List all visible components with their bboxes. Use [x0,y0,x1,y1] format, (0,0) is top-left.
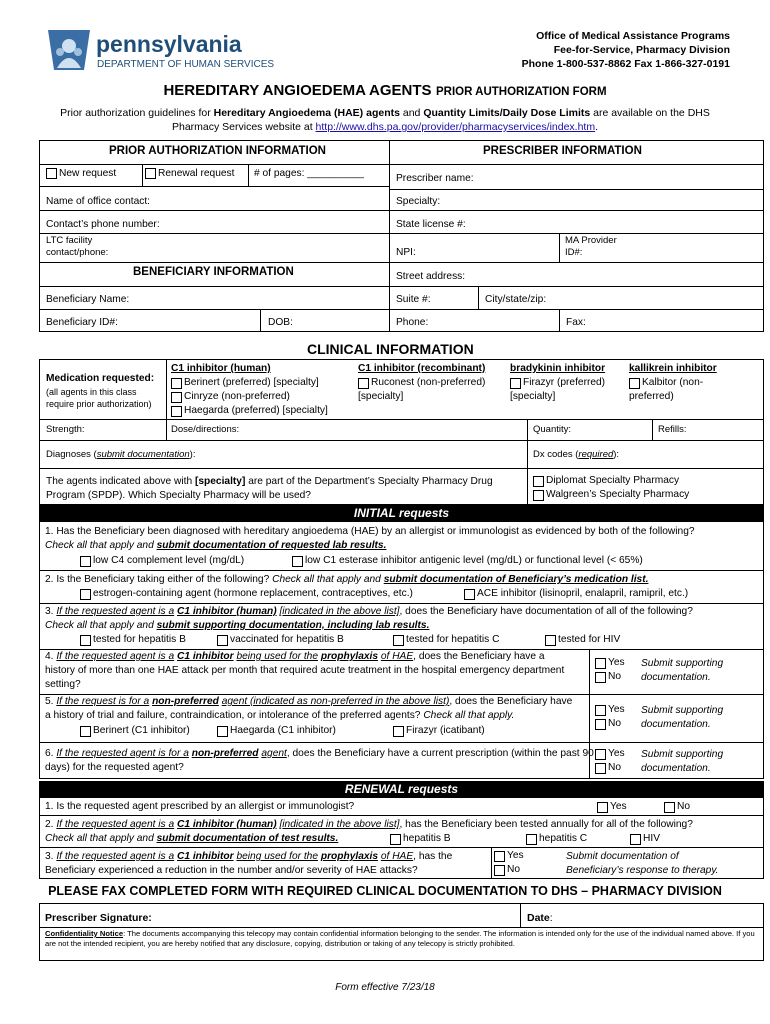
ace-inhibitor-label: ACE inhibitor (lisinopril, enalapril, ramipril, etc.) [477,588,689,599]
dose-directions-field[interactable]: Dose/directions: [171,424,240,435]
q5-condition: agent (indicated as non-preferred in the above list) [221,696,450,707]
suite-field[interactable]: Suite #: [396,294,431,305]
diplomat-label: Diplomat Specialty Pharmacy [546,475,680,486]
rq3-text: 3. [45,851,54,862]
dx-codes-note: required [578,449,614,460]
q5-note: Check all that apply. [423,710,515,721]
rq2-condition: [indicated in the above list] [279,819,400,830]
intro-line-1 [0,107,770,119]
kallikrein-heading: kallikrein inhibitor [629,363,717,374]
q3-agent: C1 inhibitor (human) [177,606,277,617]
medication-note-2: require prior authorization) [46,399,152,409]
spdp-text: are part of the Department’s Specialty Pharmacy Drug [248,476,493,487]
q1-note-emphasis: submit documentation of requested lab results. [156,540,387,551]
renewal-q3-no-label: No [507,864,521,875]
q3-text: 3. [45,606,54,617]
renewal-q1-yes-label: Yes [610,801,627,812]
renewal-q2 [45,819,693,831]
ma-provider-field[interactable]: ID#: [565,247,583,258]
rq2-note-emphasis: submit documentation of test results. [156,833,339,844]
office-name: Office of Medical Assistance Programs [536,30,730,42]
renewal-q3-no-checkbox[interactable] [494,865,505,876]
low-c1-esterase-checkbox[interactable] [292,556,303,567]
ma-provider-label-1: MA Provider [565,235,617,246]
kalbitor-label: Kalbitor (non- [642,377,704,388]
diagnoses-note: submit documentation [96,449,190,460]
renewal-q3-submit-2: Beneficiary’s response to therapy. [566,865,719,876]
low-c1-esterase-label: low C1 esterase inhibitor antigenic level (mg/dL) or functional level (< 65%) [305,555,643,566]
q1-note-text: Check all that apply and [45,540,154,551]
date-field[interactable] [527,912,553,924]
q5-firazyr-checkbox[interactable] [393,726,404,737]
rq3-condition: of HAE [380,851,414,862]
q4-text: , does the Beneficiary have a [413,651,545,662]
q4-no-label: No [608,671,622,682]
intro-text: . [595,121,599,133]
confidentiality-notice [45,929,760,949]
city-state-zip-field[interactable]: City/state/zip: [485,294,547,305]
new-request-label: New request [59,168,117,179]
renewal-q3-yes-label: Yes [507,850,524,861]
estrogen-checkbox[interactable] [80,589,91,600]
intro-text: Pharmacy Services website at [171,121,313,133]
intro-hae-agents: Hereditary Angioedema (HAE) agents [213,107,400,119]
rq3-condition: If the requested agent is a [56,851,175,862]
q3-condition: If the requested agent is a [56,606,175,617]
q6-text: , does the Beneficiary have a current prescription (within the past 90 [286,748,594,759]
initial-q6 [45,748,594,760]
q4-prophylaxis: prophylaxis [320,651,379,662]
q5-text: , does the Beneficiary have [449,696,573,707]
initial-q5-line2 [45,710,514,722]
q5-yes-label: Yes [608,704,625,715]
q5-text: 5. [45,696,54,707]
prescriber-signature-field[interactable]: Prescriber Signature: [45,912,152,924]
q6-no-checkbox[interactable] [595,763,606,774]
ruconest-specialty: [specialty] [358,391,404,402]
firazyr-specialty: [specialty] [510,391,556,402]
q2-note: Check all that apply and [272,574,381,585]
q6-condition: If the requested agent is for a [56,748,189,759]
q4-submit-1: Submit supporting [641,658,724,669]
renewal-hiv-label: HIV [643,833,660,844]
contact-phone-fax: Phone 1-800-537-8862 Fax 1-866-327-0191 [521,58,730,70]
renewal-hep-c-checkbox[interactable] [526,834,537,845]
haegarda-checkbox[interactable] [171,406,182,417]
q5-text: a history of trial and failure, contraindication, or intolerance of the preferred agents? [45,710,421,721]
dx-codes-label: Dx codes ( [533,449,579,460]
q6-yes-checkbox[interactable] [595,749,606,760]
q4-condition: If the requested agent is a [56,651,175,662]
npi-field[interactable]: NPI: [396,247,416,258]
low-c4-label: low C4 complement level (mg/dL) [93,555,245,566]
initial-q3 [45,606,693,618]
intro-quantity-limits: Quantity Limits/Daily Dose Limits [423,107,591,119]
logo-text: pennsylvania [96,31,242,57]
rq2-note-text: Check all that apply and [45,833,154,844]
intro-line-2 [0,121,770,133]
q5-firazyr-label: Firazyr (icatibant) [406,725,485,736]
q4-yes-label: Yes [608,657,625,668]
firazyr-checkbox[interactable] [510,378,521,389]
division-name: Fee-for-Service, Pharmacy Division [553,44,730,56]
ltc-label-1: LTC facility [46,235,93,246]
q4-condition: being used for the [236,651,318,662]
ruconest-checkbox[interactable] [358,378,369,389]
initial-q1: 1. Has the Beneficiary been diagnosed with hereditary angioedema (HAE) by an allergist or immunologist as evidenced by both of the following? [45,526,695,537]
renewal-q3-line2: Beneficiary experienced a reduction in the number and/or severity of HAE attacks? [45,865,418,876]
tested-hep-c-label: tested for hepatitis C [406,634,500,645]
vaccinated-hep-b-checkbox[interactable] [217,635,228,646]
prescriber-phone-field[interactable]: Phone: [396,317,429,328]
prescriber-name-field[interactable]: Prescriber name: [396,173,474,184]
rq2-text: 2. [45,819,54,830]
dhs-website-link[interactable]: http://www.dhs.pa.gov/provider/pharmacyservices/index.htm [315,121,596,133]
beneficiary-name-field[interactable]: Beneficiary Name: [46,294,130,305]
q5-berinert-checkbox[interactable] [80,726,91,737]
initial-requests-banner: INITIAL requests [39,505,764,522]
q2-emphasis: submit documentation of Beneficiary’s medication list. [383,574,649,585]
prescriber-fax-field[interactable]: Fax: [566,317,586,328]
ruconest-label: Ruconest (non-preferred) [371,377,486,388]
dx-codes-label: ): [613,449,620,460]
dx-codes-field[interactable] [533,449,619,461]
renewal-request-label: Renewal request [158,168,235,179]
renewal-q1-yes-checkbox[interactable] [597,802,608,813]
q6-text: 6. [45,748,54,759]
date-colon: : [549,912,553,924]
specialty-field[interactable]: Specialty: [396,196,441,207]
logo-subtext: DEPARTMENT OF HUMAN SERVICES [97,59,275,70]
form-title-main: HEREDITARY ANGIOEDEMA AGENTS [163,82,432,99]
initial-q4-line3: setting? [45,679,81,690]
q4-yes-checkbox[interactable] [595,658,606,669]
q3-condition: [indicated in the above list] [279,606,400,617]
q4-submit-2: documentation. [641,672,711,683]
rq3-text: , has the [413,851,453,862]
renewal-hep-b-label: hepatitis B [403,833,451,844]
q4-condition: of HAE [380,651,414,662]
berinert-checkbox[interactable] [171,378,182,389]
q5-submit-1: Submit supporting [641,705,724,716]
q6-condition: agent [261,748,287,759]
diagnoses-field[interactable] [46,449,195,461]
c1-recombinant-heading: C1 inhibitor (recombinant) [358,363,486,374]
tested-hiv-label: tested for HIV [558,634,621,645]
diagnoses-label: ): [189,449,196,460]
medication-requested-label: Medication requested: [46,373,155,384]
q3-text: , does the Beneficiary have documentation of all of the following? [399,606,693,617]
rq2-text: , has the Beneficiary been tested annually for all of the following? [399,819,693,830]
state-license-field[interactable]: State license #: [396,219,466,230]
renewal-q1-no-label: No [677,801,691,812]
initial-q5 [45,696,572,708]
kalbitor-checkbox[interactable] [629,378,640,389]
q6-no-label: No [608,762,622,773]
spdp-text: The agents indicated above with [46,476,193,487]
q5-berinert-label: Berinert (C1 inhibitor) [93,725,190,736]
renewal-hep-b-checkbox[interactable] [390,834,401,845]
intro-text: Prior authorization guidelines for [60,107,211,119]
intro-text: and [402,107,421,119]
fax-banner: PLEASE FAX COMPLETED FORM WITH REQUIRED CLINICAL DOCUMENTATION TO DHS – PHARMACY DIVISION [48,884,722,898]
dob-field[interactable]: DOB: [268,317,293,328]
q3-note-emphasis: submit supporting documentation, including lab results. [156,620,430,631]
tested-hep-b-label: tested for hepatitis B [93,634,186,645]
renewal-request-checkbox[interactable] [145,168,156,179]
rq3-prophylaxis: prophylaxis [320,851,379,862]
initial-q4-line2: history of more than one HAE attack per month that required acute treatment in the hospital emergency department [45,665,565,676]
diplomat-checkbox[interactable] [533,476,544,487]
tested-hiv-checkbox[interactable] [545,635,556,646]
q5-haegarda-checkbox[interactable] [217,726,228,737]
rq2-condition: If the requested agent is a [56,819,175,830]
vaccinated-hep-b-label: vaccinated for hepatitis B [230,634,344,645]
initial-q4 [45,651,545,663]
cinryze-checkbox[interactable] [171,392,182,403]
renewal-q1-no-checkbox[interactable] [664,802,675,813]
clinical-heading: CLINICAL INFORMATION [307,341,474,357]
berinert-label: Berinert (preferred) [specialty] [184,377,319,388]
q3-note-text: Check all that apply and [45,620,154,631]
q6-yes-label: Yes [608,748,625,759]
renewal-requests-banner: RENEWAL requests [39,781,764,798]
initial-q2 [45,574,648,586]
renewal-q1: 1. Is the requested agent prescribed by an allergist or immunologist? [45,801,355,812]
rq3-agent: C1 inhibitor [177,851,234,862]
ltc-label-2[interactable]: contact/phone: [46,247,109,258]
renewal-q2-note [45,833,338,845]
q5-condition: If the request is for a [56,696,150,707]
q5-yes-checkbox[interactable] [595,705,606,716]
beneficiary-info-heading: BENEFICIARY INFORMATION [133,266,294,278]
q4-text: 4. [45,651,54,662]
walgreens-label: Walgreen’s Specialty Pharmacy [546,489,690,500]
renewal-hiv-checkbox[interactable] [630,834,641,845]
date-label: Date [527,912,550,924]
pages-field[interactable]: # of pages: __________ [254,168,364,179]
form-title [0,82,770,100]
initial-q3-note [45,620,429,632]
rq3-condition: being used for the [236,851,318,862]
office-contact-field[interactable]: Name of office contact: [46,196,151,207]
beneficiary-id-field[interactable]: Beneficiary ID#: [46,317,118,328]
intro-text: are available on the DHS [593,107,710,119]
q5-submit-2: documentation. [641,719,711,730]
spdp-text-2: Program (SPDP). Which Specialty Pharmacy will be used? [46,490,311,501]
q5-no-checkbox[interactable] [595,719,606,730]
low-c4-checkbox[interactable] [80,556,91,567]
pa-info-heading: PRIOR AUTHORIZATION INFORMATION [109,145,326,157]
form-title-sub: PRIOR AUTHORIZATION FORM [435,86,607,98]
q5-non-preferred: non-preferred [152,696,219,707]
tested-hep-b-checkbox[interactable] [80,635,91,646]
kalbitor-label-2: preferred) [629,391,674,402]
q4-no-checkbox[interactable] [595,672,606,683]
keystone-icon [44,24,94,74]
street-address-field[interactable]: Street address: [396,271,466,282]
initial-q6-line2: days) for the requested agent? [45,762,184,773]
walgreens-checkbox[interactable] [533,490,544,501]
q4-agent: C1 inhibitor [177,651,234,662]
q6-submit-2: documentation. [641,763,711,774]
renewal-q3 [45,851,452,863]
q5-haegarda-label: Haegarda (C1 inhibitor) [230,725,336,736]
quantity-field[interactable]: Quantity: [533,424,572,435]
rq2-agent: C1 inhibitor (human) [177,819,277,830]
renewal-q3-submit-1: Submit documentation of [566,851,679,862]
refills-field[interactable]: Refills: [658,424,687,435]
c1-human-heading: C1 inhibitor (human) [171,363,271,374]
renewal-q3-yes-checkbox[interactable] [494,851,505,862]
q2-text: 2. Is the Beneficiary taking either of the following? [45,574,270,585]
haegarda-label: Haegarda (preferred) [specialty] [184,405,328,416]
cinryze-label: Cinryze (non-preferred) [184,391,290,402]
q5-no-label: No [608,718,622,729]
diagnoses-label: Diagnoses ( [46,449,97,460]
q6-submit-1: Submit supporting [641,749,724,760]
strength-field[interactable]: Strength: [46,424,85,435]
renewal-hep-c-label: hepatitis C [539,833,588,844]
initial-q1-note [45,540,386,552]
firazyr-label: Firazyr (preferred) [523,377,606,388]
tested-hep-c-checkbox[interactable] [393,635,404,646]
spdp-text-1 [46,476,493,488]
medication-note-1: (all agents in this class [46,387,137,397]
ace-inhibitor-checkbox[interactable] [464,589,475,600]
prescriber-info-heading: PRESCRIBER INFORMATION [483,145,642,157]
confidentiality-label: Confidentiality Notice [45,929,124,938]
contact-phone-field[interactable]: Contact’s phone number: [46,219,160,230]
estrogen-label: estrogen-containing agent (hormone replacement, contraceptives, etc.) [93,588,413,599]
dhs-logo [44,24,275,76]
q6-non-preferred: non-preferred [191,748,259,759]
spdp-specialty: [specialty] [194,476,246,487]
confidentiality-text: : The documents accompanying this telecopy may contain confidential information belonging to the sender. The information is intended only for the use of the individual named above. If you are not the intended recipient, you are hereby notified that any disclosure, copying, distribution or taking of any telecopy is strictly prohibited. [45,929,755,948]
form-effective-date: Form effective 7/23/18 [335,982,435,993]
new-request-checkbox[interactable] [46,168,57,179]
bradykinin-heading: bradykinin inhibitor [510,363,606,374]
